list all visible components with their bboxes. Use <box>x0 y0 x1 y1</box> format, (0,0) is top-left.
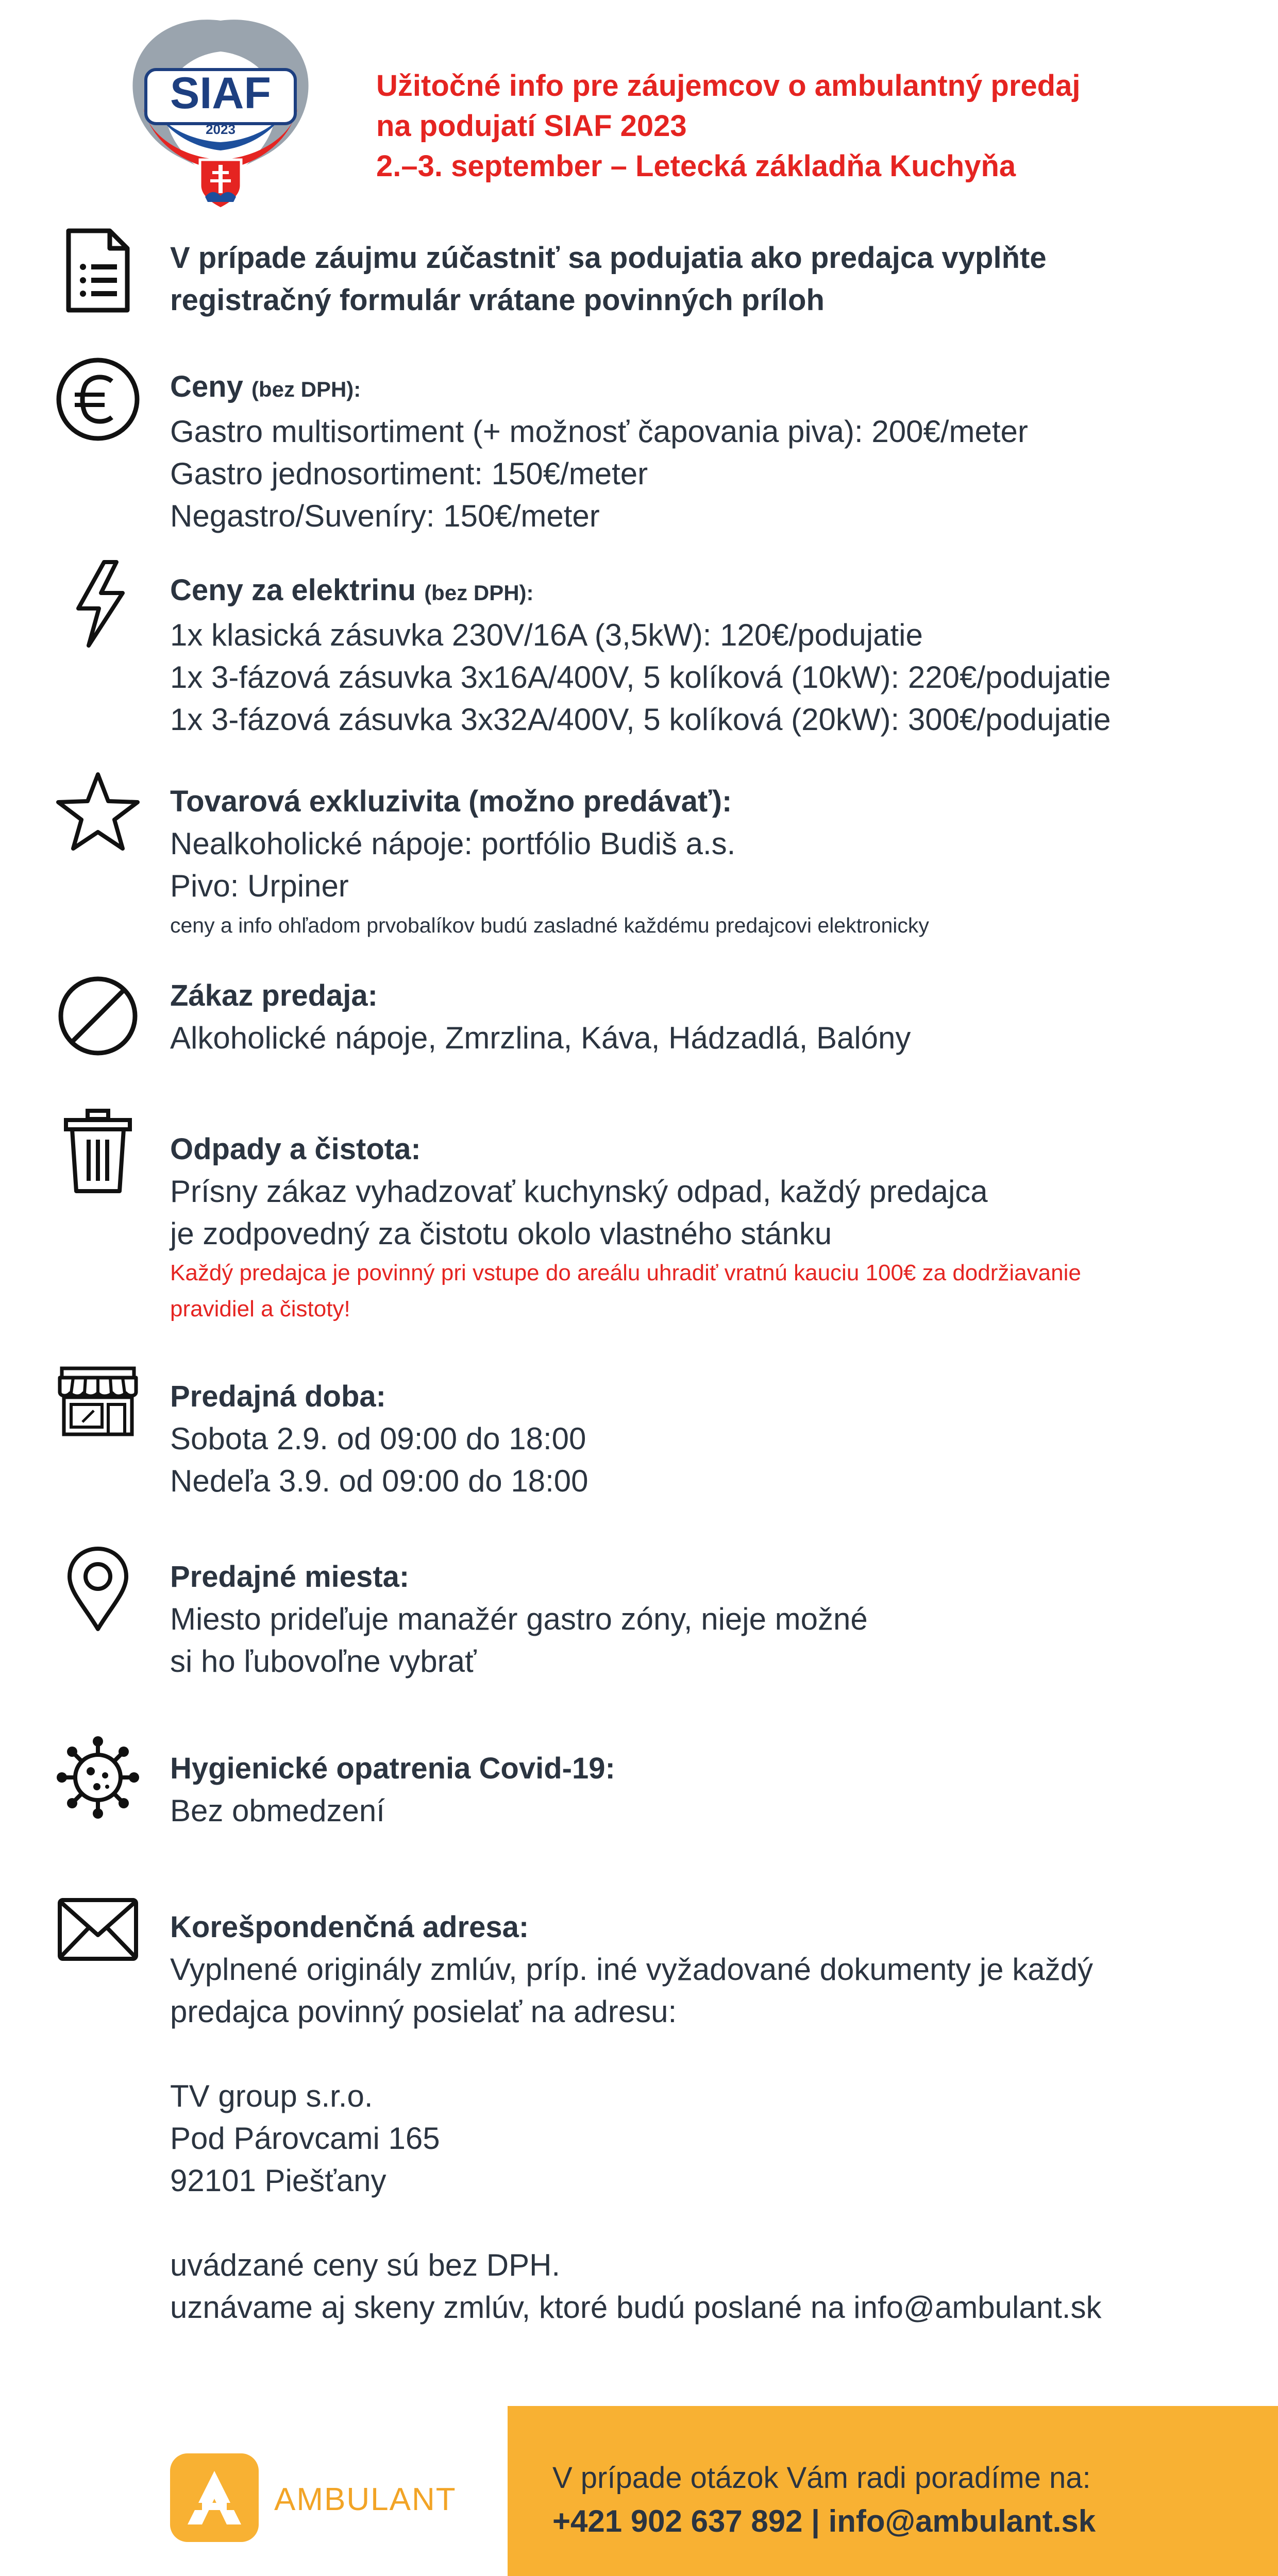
footer-contact-info[interactable]: +421 902 637 892 | info@ambulant.sk <box>552 2504 1096 2538</box>
prohibited-icon <box>52 974 144 1066</box>
header <box>0 0 1278 216</box>
logo-year: 2023 <box>206 122 236 137</box>
electricity-title-note: (bez DPH): <box>424 581 534 605</box>
address-line-1: Vyplnené originály zmlúv, príp. iné vyžadované dokumenty je každý <box>170 1952 1093 1987</box>
address-city: 92101 Piešťany <box>170 2163 386 2198</box>
electricity-line-3: 1x 3-fázová zásuvka 3x32A/400V, 5 kolíková (20kW): 300€/podujatie <box>170 702 1111 737</box>
registration-line-2: registračný formulár vrátane povinných príloh <box>170 283 825 317</box>
brand-name[interactable]: AMBULANT <box>274 2482 457 2517</box>
lightning-icon <box>52 559 144 652</box>
waste-red-note-2: pravidiel a čistoty! <box>170 1296 350 1321</box>
exclusivity-line-2: Pivo: Urpiner <box>170 869 349 903</box>
header-title <box>376 66 1252 187</box>
places-line-2: si ho ľubovoľne vybrať <box>170 1644 477 1679</box>
header-line-3: 2.–3. september – Letecká základňa Kuchyňa <box>376 149 1016 183</box>
hours-title: Predajná doba: <box>170 1380 386 1413</box>
shop-icon <box>52 1365 144 1458</box>
electricity-title <box>170 569 1263 614</box>
ban-line-1: Alkoholické nápoje, Zmrzlina, Káva, Hádzadlá, Balóny <box>170 1021 911 1055</box>
covid-line-1: Bez obmedzení <box>170 1793 385 1828</box>
waste-title: Odpady a čistota: <box>170 1132 421 1166</box>
address-line-2: predajca povinný posielať na adresu: <box>170 1994 677 2029</box>
electricity-title-text: Ceny za elektrinu <box>170 573 416 607</box>
trash-icon <box>52 1108 144 1200</box>
address-company: TV group s.r.o. <box>170 2079 373 2113</box>
prices-line-2: Gastro jednosortiment: 150€/meter <box>170 456 648 491</box>
address-title: Korešpondenčná adresa: <box>170 1910 529 1944</box>
footer-contact <box>552 2456 1096 2543</box>
prices-line-3: Negastro/Suveníry: 150€/meter <box>170 499 600 533</box>
hours-line-2: Nedeľa 3.9. od 09:00 do 18:00 <box>170 1464 588 1498</box>
address-footnote-2: uznávame aj skeny zmlúv, ktoré budú poslané na info@ambulant.sk <box>170 2290 1102 2325</box>
electricity-line-1: 1x klasická zásuvka 230V/16A (3,5kW): 120€/podujatie <box>170 618 923 652</box>
prices-title <box>170 366 1263 411</box>
address-footnote-1: uvádzané ceny sú bez DPH. <box>170 2248 561 2282</box>
address-street: Pod Párovcami 165 <box>170 2121 440 2156</box>
location-pin-icon <box>52 1546 144 1638</box>
prices-title-note: (bez DPH): <box>251 377 361 401</box>
waste-line-2: je zodpovedný za čistotu okolo vlastného stánku <box>170 1216 832 1251</box>
virus-icon <box>52 1736 144 1829</box>
logo-text: SIAF <box>170 69 271 118</box>
footer-question: V prípade otázok Vám radi poradíme na: <box>552 2461 1091 2495</box>
electricity-line-2: 1x 3-fázová zásuvka 3x16A/400V, 5 kolíková (10kW): 220€/podujatie <box>170 660 1111 694</box>
header-line-2: na podujatí SIAF 2023 <box>376 109 687 143</box>
exclusivity-note: ceny a info ohľadom prvobalíkov budú zasladné každému predajcovi elektronicky <box>170 913 929 937</box>
ban-title: Zákaz predaja: <box>170 979 378 1012</box>
places-title: Predajné miesta: <box>170 1560 410 1594</box>
siaf-logo <box>123 10 318 211</box>
places-line-1: Miesto prideľuje manažér gastro zóny, nieje možné <box>170 1602 868 1636</box>
waste-red-note-1: Každý predajca je povinný pri vstupe do areálu uhradiť vratnú kauciu 100€ za dodržiavanie <box>170 1260 1081 1285</box>
prices-title-text: Ceny <box>170 370 243 403</box>
waste-line-1: Prísny zákaz vyhadzovať kuchynský odpad, každý predajca <box>170 1174 988 1209</box>
exclusivity-title: Tovarová exkluzivita (možno predávať): <box>170 785 732 818</box>
exclusivity-line-1: Nealkoholické nápoje: portfólio Budiš a.s. <box>170 826 736 861</box>
covid-title: Hygienické opatrenia Covid-19: <box>170 1752 615 1785</box>
euro-icon <box>52 355 144 448</box>
header-line-1: Užitočné info pre záujemcov o ambulantný predaj <box>376 69 1081 103</box>
registration-line-1: V prípade záujmu zúčastniť sa podujatia ako predajca vyplňte <box>170 241 1047 275</box>
document-icon <box>52 227 144 319</box>
hours-line-1: Sobota 2.9. od 09:00 do 18:00 <box>170 1421 586 1456</box>
star-icon <box>52 770 144 863</box>
ambulant-app-icon[interactable] <box>170 2453 259 2542</box>
prices-line-1: Gastro multisortiment (+ možnosť čapovania piva): 200€/meter <box>170 414 1028 449</box>
envelope-icon <box>52 1896 144 1989</box>
